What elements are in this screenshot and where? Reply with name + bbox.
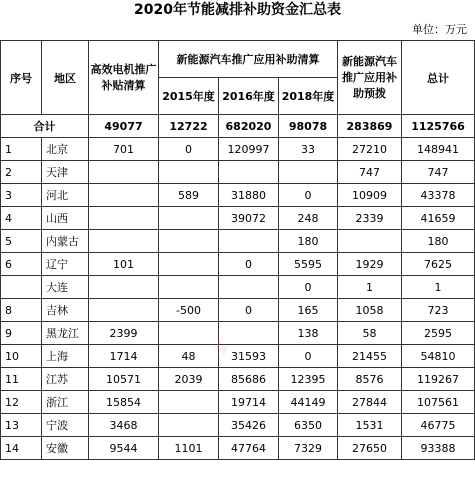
total-prepay: 283869 [338,115,402,138]
cell-total: 54810 [402,345,475,368]
header-seq: 序号 [1,41,42,115]
cell-y2018: 180 [279,230,338,253]
cell-prepay: 1531 [338,414,402,437]
cell-motor [89,184,159,207]
cell-y2015: 2039 [159,368,219,391]
cell-motor [89,230,159,253]
cell-total: 93388 [402,437,475,460]
cell-total: 119267 [402,368,475,391]
header-2015: 2015年度 [159,78,219,115]
cell-y2015 [159,253,219,276]
cell-motor [89,161,159,184]
cell-y2015 [159,414,219,437]
table-row [1,414,475,437]
cell-region: 山西 [42,207,89,230]
cell-y2018 [279,161,338,184]
cell-prepay: 1 [338,276,402,299]
subsidy-table [0,40,475,460]
cell-seq: 14 [1,437,42,460]
cell-motor: 2399 [89,322,159,345]
table-row [1,391,475,414]
table-row [1,322,475,345]
cell-y2016: 0 [219,253,279,276]
cell-y2018: 0 [279,276,338,299]
cell-seq [1,276,42,299]
cell-motor: 701 [89,138,159,161]
cell-total: 148941 [402,138,475,161]
cell-y2015: -500 [159,299,219,322]
table-title: 2020年节能减排补助资金汇总表 [134,2,341,18]
cell-region: 黑龙江 [42,322,89,345]
cell-y2018: 248 [279,207,338,230]
table-row [1,184,475,207]
cell-seq: 3 [1,184,42,207]
cell-y2016 [219,322,279,345]
cell-prepay: 27844 [338,391,402,414]
cell-prepay: 21455 [338,345,402,368]
cell-motor: 3468 [89,414,159,437]
cell-total: 7625 [402,253,475,276]
cell-seq: 4 [1,207,42,230]
cell-y2018: 0 [279,345,338,368]
cell-y2016: 35426 [219,414,279,437]
cell-region: 辽宁 [42,253,89,276]
cell-y2018: 5595 [279,253,338,276]
cell-y2018: 165 [279,299,338,322]
cell-y2016: 31593 [219,345,279,368]
cell-motor: 9544 [89,437,159,460]
cell-y2015 [159,230,219,253]
cell-region: 河北 [42,184,89,207]
cell-prepay [338,230,402,253]
cell-y2016: 85686 [219,368,279,391]
cell-total: 41659 [402,207,475,230]
cell-seq: 10 [1,345,42,368]
header-nev-group: 新能源汽车推广应用补助清算 [159,41,338,78]
cell-seq: 11 [1,368,42,391]
cell-prepay: 27650 [338,437,402,460]
cell-y2016: 31880 [219,184,279,207]
cell-motor: 15854 [89,391,159,414]
cell-seq: 9 [1,322,42,345]
cell-prepay: 747 [338,161,402,184]
table-row [1,276,475,299]
cell-y2018: 44149 [279,391,338,414]
cell-y2016: 0 [219,299,279,322]
cell-total: 1 [402,276,475,299]
cell-region: 北京 [42,138,89,161]
cell-y2015 [159,322,219,345]
cell-y2016 [219,230,279,253]
table-row [1,138,475,161]
cell-prepay: 27210 [338,138,402,161]
cell-total: 46775 [402,414,475,437]
cell-motor [89,207,159,230]
cell-y2018: 7329 [279,437,338,460]
table-row [1,253,475,276]
cell-y2016 [219,276,279,299]
header-2016: 2016年度 [219,78,279,115]
cell-seq: 8 [1,299,42,322]
cell-y2016: 120997 [219,138,279,161]
cell-y2016 [219,161,279,184]
cell-prepay: 2339 [338,207,402,230]
cell-motor [89,276,159,299]
cell-seq: 5 [1,230,42,253]
cell-y2018: 33 [279,138,338,161]
cell-y2015: 589 [159,184,219,207]
cell-y2015: 1101 [159,437,219,460]
cell-seq: 13 [1,414,42,437]
cell-region: 大连 [42,276,89,299]
cell-seq: 6 [1,253,42,276]
cell-prepay: 58 [338,322,402,345]
cell-region: 天津 [42,161,89,184]
cell-total: 43378 [402,184,475,207]
total-total: 1125766 [402,115,475,138]
cell-region: 内蒙古 [42,230,89,253]
cell-region: 安徽 [42,437,89,460]
cell-prepay: 1929 [338,253,402,276]
cell-motor: 10571 [89,368,159,391]
cell-y2016: 47764 [219,437,279,460]
cell-seq: 12 [1,391,42,414]
cell-motor: 101 [89,253,159,276]
cell-prepay: 8576 [338,368,402,391]
total-2015: 12722 [159,115,219,138]
cell-total: 747 [402,161,475,184]
table-row [1,230,475,253]
cell-region: 浙江 [42,391,89,414]
cell-total: 107561 [402,391,475,414]
table-row [1,345,475,368]
table-row [1,437,475,460]
cell-seq: 2 [1,161,42,184]
table-row [1,207,475,230]
table-row [1,368,475,391]
cell-prepay: 1058 [338,299,402,322]
cell-total: 2595 [402,322,475,345]
cell-region: 吉林 [42,299,89,322]
header-total: 总计 [402,41,475,115]
total-motor: 49077 [89,115,159,138]
table-row [1,299,475,322]
cell-y2015: 48 [159,345,219,368]
cell-motor: 1714 [89,345,159,368]
cell-prepay: 10909 [338,184,402,207]
cell-y2018: 6350 [279,414,338,437]
cell-y2018: 0 [279,184,338,207]
table-row [1,161,475,184]
total-row [1,115,475,138]
total-2018: 98078 [279,115,338,138]
total-label: 合计 [1,115,89,138]
cell-y2015: 0 [159,138,219,161]
cell-total: 723 [402,299,475,322]
header-motor: 高效电机推广补贴清算 [89,41,159,115]
cell-y2015 [159,391,219,414]
watermark: ⚡ [202,326,242,374]
cell-seq: 1 [1,138,42,161]
total-2016: 682020 [219,115,279,138]
cell-y2015 [159,207,219,230]
cell-region: 宁波 [42,414,89,437]
cell-y2015 [159,276,219,299]
cell-y2016: 19714 [219,391,279,414]
cell-total: 180 [402,230,475,253]
unit-label: 单位：万元 [412,23,467,36]
cell-motor [89,299,159,322]
cell-y2016: 39072 [219,207,279,230]
cell-y2015 [159,161,219,184]
header-region: 地区 [42,41,89,115]
cell-y2018: 138 [279,322,338,345]
cell-region: 上海 [42,345,89,368]
cell-y2018: 12395 [279,368,338,391]
header-2018: 2018年度 [279,78,338,115]
cell-region: 江苏 [42,368,89,391]
header-prepay: 新能源汽车推广应用补助预拨 [338,41,402,115]
